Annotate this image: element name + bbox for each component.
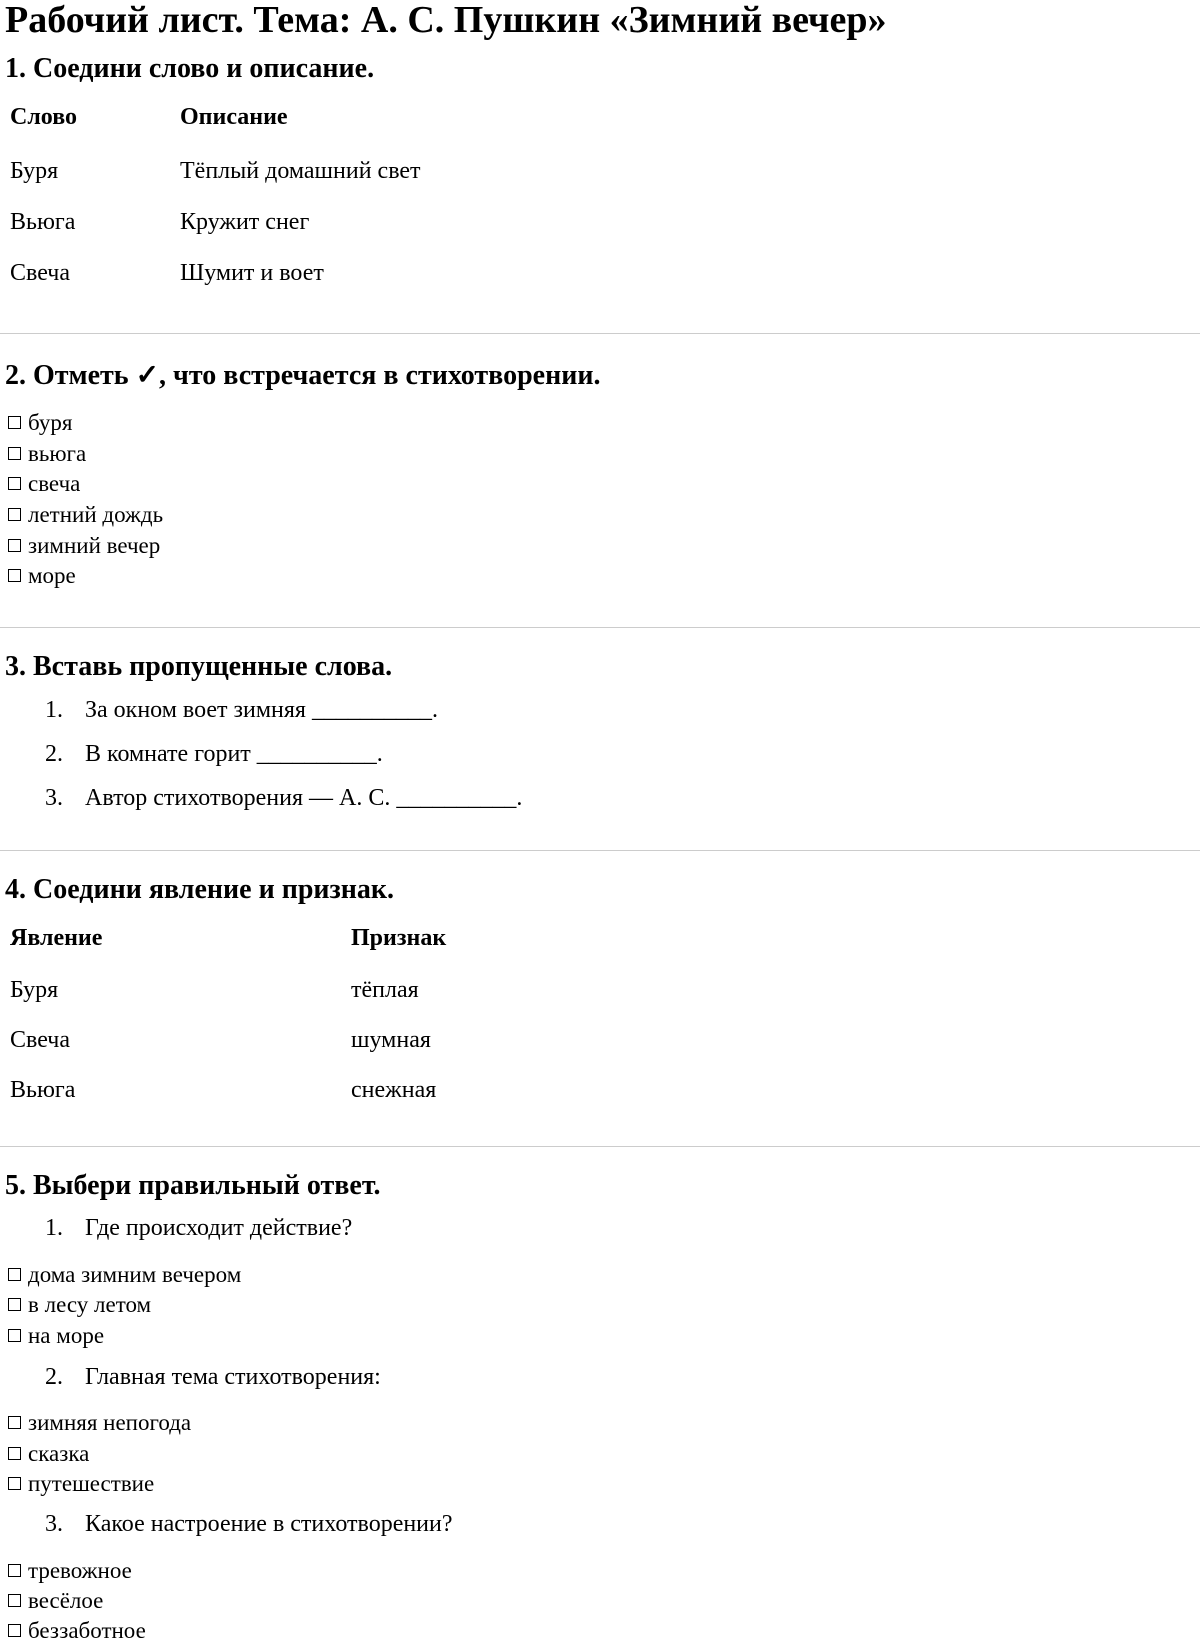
- task1-heading: 1. Соедини слово и описание.: [5, 53, 375, 84]
- checkbox-option[interactable]: вьюга: [8, 441, 86, 467]
- task1-word: Буря: [10, 158, 59, 184]
- question: 3. Какое настроение в стихотворении?: [45, 1511, 453, 1537]
- checkbox-icon[interactable]: [8, 1594, 21, 1607]
- task1-col-word: Слово: [10, 104, 77, 130]
- checkbox-icon[interactable]: [8, 569, 21, 582]
- task4-heading: 4. Соедини явление и признак.: [5, 874, 395, 905]
- task4-sign: шумная: [351, 1027, 431, 1053]
- task4-sign: тёплая: [351, 977, 419, 1003]
- task4-phenomenon: Буря: [10, 977, 59, 1003]
- checkbox-option[interactable]: летний дождь: [8, 502, 163, 528]
- task1-word: Свеча: [10, 260, 70, 286]
- task3-heading: 3. Вставь пропущенные слова.: [5, 651, 393, 682]
- checkbox-option[interactable]: сказка: [8, 1441, 89, 1467]
- checkbox-option[interactable]: море: [8, 563, 76, 589]
- divider: [0, 1146, 1200, 1147]
- page-title: Рабочий лист. Тема: А. С. Пушкин «Зимний вечер»: [5, 0, 887, 41]
- checkbox-icon[interactable]: [8, 539, 21, 552]
- checkbox-icon[interactable]: [8, 416, 21, 429]
- checkbox-icon[interactable]: [8, 508, 21, 521]
- question: 1. Где происходит действие?: [45, 1215, 353, 1241]
- divider: [0, 850, 1200, 851]
- checkbox-icon[interactable]: [8, 447, 21, 460]
- task5-heading: 5. Выбери правильный ответ.: [5, 1170, 381, 1201]
- checkbox-option[interactable]: беззаботное: [8, 1618, 146, 1644]
- checkbox-option[interactable]: тревожное: [8, 1558, 132, 1584]
- task4-col-sign: Признак: [351, 925, 447, 951]
- checkbox-option[interactable]: зимний вечер: [8, 533, 160, 559]
- checkbox-icon[interactable]: [8, 1416, 21, 1429]
- task1-desc: Кружит снег: [180, 209, 310, 235]
- task1-desc: Тёплый домашний свет: [180, 158, 421, 184]
- checkbox-icon[interactable]: [8, 1447, 21, 1460]
- divider: [0, 333, 1200, 334]
- checkbox-icon[interactable]: [8, 477, 21, 490]
- checkbox-icon[interactable]: [8, 1329, 21, 1342]
- question: 2. Главная тема стихотворения:: [45, 1364, 381, 1390]
- task4-phenomenon: Свеча: [10, 1027, 70, 1053]
- checkbox-icon[interactable]: [8, 1268, 21, 1281]
- checkbox-option[interactable]: весёлое: [8, 1588, 103, 1614]
- checkbox-option[interactable]: в лесу летом: [8, 1292, 151, 1318]
- checkbox-option[interactable]: зимняя непогода: [8, 1410, 191, 1436]
- fill-blank-item: 2. В комнате горит __________.: [45, 741, 383, 767]
- fill-blank-item: 1. За окном воет зимняя __________.: [45, 697, 438, 723]
- checkbox-icon[interactable]: [8, 1624, 21, 1637]
- checkbox-option[interactable]: свеча: [8, 471, 80, 497]
- checkbox-option[interactable]: путешествие: [8, 1471, 154, 1497]
- task1-desc: Шумит и воет: [180, 260, 324, 286]
- checkbox-icon[interactable]: [8, 1477, 21, 1490]
- task4-sign: снежная: [351, 1077, 437, 1103]
- task2-heading: 2. Отметь ✓, что встречается в стихотворении.: [5, 360, 601, 391]
- checkbox-icon[interactable]: [8, 1564, 21, 1577]
- checkbox-option[interactable]: дома зимним вечером: [8, 1262, 241, 1288]
- task1-word: Вьюга: [10, 209, 76, 235]
- fill-blank-item: 3. Автор стихотворения — А. С. __________.: [45, 785, 523, 811]
- divider: [0, 627, 1200, 628]
- task4-phenomenon: Вьюга: [10, 1077, 76, 1103]
- checkbox-option[interactable]: на море: [8, 1323, 104, 1349]
- task1-col-desc: Описание: [180, 104, 288, 130]
- checkbox-icon[interactable]: [8, 1298, 21, 1311]
- task4-col-phenomenon: Явление: [10, 925, 103, 951]
- checkbox-option[interactable]: буря: [8, 410, 72, 436]
